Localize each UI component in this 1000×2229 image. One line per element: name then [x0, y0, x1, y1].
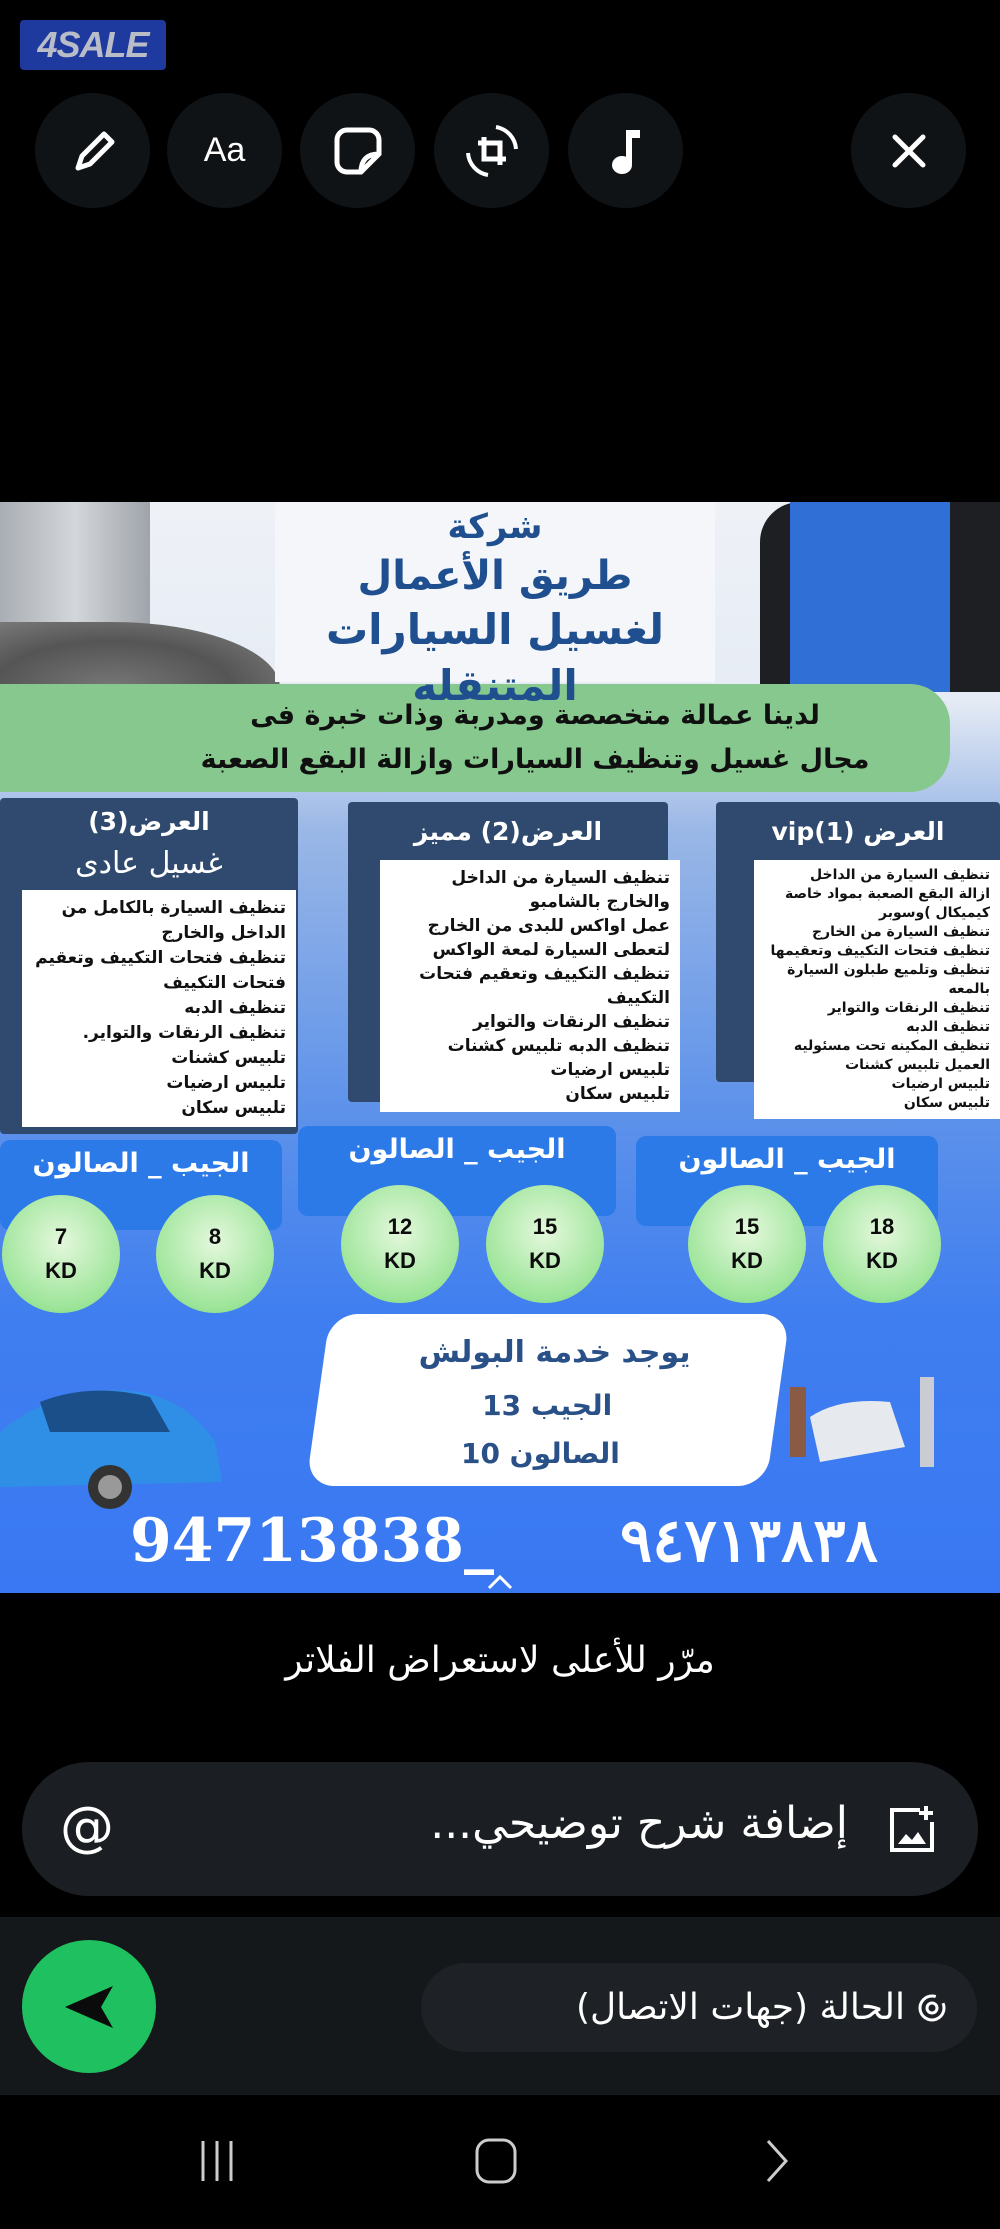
car-wash-workers-image	[780, 1367, 955, 1477]
offer-title: العرض (1)vip	[771, 817, 945, 846]
price-circle	[341, 1185, 459, 1303]
offer-item: العميل تلبيس كشنات	[845, 1057, 990, 1073]
offer-items	[754, 860, 1000, 1119]
offer-subtitle: غسيل عادى	[75, 846, 223, 881]
music-icon	[606, 126, 646, 176]
ad-title: شركة طريق الأعمال لغسيل السيارات المتنقله	[275, 502, 715, 682]
pencil-icon	[68, 126, 118, 176]
status-label: الحالة (جهات الاتصال)	[575, 1987, 905, 2028]
offer-item: تلبيس سكان	[565, 1084, 670, 1104]
music-button[interactable]	[568, 93, 683, 208]
add-image-icon[interactable]	[886, 1804, 938, 1856]
send-button[interactable]	[22, 1940, 156, 2073]
price-circle	[688, 1185, 806, 1303]
home-icon	[474, 2137, 518, 2185]
close-button[interactable]	[851, 93, 966, 208]
price-circle	[486, 1185, 604, 1303]
offer-item: تلبيس سكان	[181, 1098, 286, 1118]
crop-rotate-button[interactable]	[434, 93, 549, 208]
price-circle	[2, 1195, 120, 1313]
offer-item: تلبيس ارضيات	[891, 1076, 990, 1092]
price-text: 8	[208, 1224, 222, 1249]
offer-item: التكييف	[606, 988, 670, 1008]
offer-item: لتعطى السيارة لمعة الواكس	[432, 940, 670, 960]
text-button[interactable]	[167, 93, 282, 208]
crop-rotate-icon	[462, 121, 522, 181]
offer-card-2	[348, 802, 668, 1102]
price-text: 12	[387, 1214, 413, 1239]
price-circle	[823, 1185, 941, 1303]
ad-banner: لدينا عمالة متخصصة ومدربة وذات خبرة فى مجال غسيل وتنظيف السيارات وازالة البقع الصعبة	[0, 684, 950, 792]
watermark-logo: 4SALE	[20, 20, 166, 70]
offer-item: تنظيف السيارة بالكامل من	[61, 898, 286, 918]
recent-apps-button[interactable]	[187, 2130, 247, 2192]
offer-item: تنظيف الدبه	[906, 1019, 990, 1035]
swipe-hint: مرّر للأعلى لاستعراض الفلاتر	[285, 1640, 715, 1681]
ad-image	[0, 502, 1000, 1593]
price-header-1: الجيب _ الصالون	[636, 1136, 938, 1226]
price-text: KD	[45, 1258, 77, 1283]
offer-item: تنظيف الرنقات والتواير.	[82, 1023, 286, 1043]
back-button[interactable]	[747, 2130, 807, 2192]
offer-item: والخارج بالشامبو	[529, 892, 670, 912]
offer-item: تلبيس ارضيات	[166, 1073, 286, 1093]
sticker-button[interactable]	[300, 93, 415, 208]
offer-item: تنظيف السيارة من الخارج	[811, 924, 990, 940]
offer-item: تنظيف السيارة من الداخل	[451, 868, 670, 888]
price-text: 7	[54, 1224, 68, 1249]
offer-card-1	[716, 802, 1000, 1111]
phone-number-latin: 94713838_	[130, 1506, 494, 1576]
price-circle	[156, 1195, 274, 1313]
phone-number-arabic: ٩٤٧١٣٨٣٨	[620, 1506, 878, 1576]
offer-title: العرض(2) مميز	[413, 817, 603, 846]
price-text: KD	[199, 1258, 231, 1283]
offer-item: تلبيس كشنات	[171, 1048, 286, 1068]
offer-item: تنظيف الرنقات والتواير	[827, 1000, 990, 1016]
offer-item: بالمعه	[948, 981, 990, 997]
price-text: KD	[384, 1248, 416, 1273]
price-text: 15	[734, 1214, 760, 1239]
price-text: KD	[866, 1248, 898, 1273]
status-audience-button[interactable]	[421, 1963, 977, 2052]
draw-button[interactable]	[35, 93, 150, 208]
offer-item: تلبيس سكان	[903, 1095, 990, 1111]
offer-item: تنظيف وتلميع طبلون السيارة	[787, 962, 990, 978]
offer-item: كيميكال )وسوبر	[879, 905, 990, 921]
blue-car-image	[0, 1372, 230, 1512]
offer-item: تنظيف الرنقات والتواير	[473, 1012, 670, 1032]
price-text: KD	[529, 1248, 561, 1273]
price-text: 18	[869, 1214, 895, 1239]
offer-card-3	[0, 798, 298, 1134]
caption-input[interactable]: إضافة شرح توضيحي...	[430, 1798, 848, 1849]
text-icon: Aa	[203, 131, 246, 169]
worker-apron	[790, 502, 950, 692]
price-header-3: الجيب _ الصالون	[0, 1140, 282, 1230]
price-text: 15	[532, 1214, 558, 1239]
offer-item: تنظيف التكييف وتعقيم فتحات	[419, 964, 670, 984]
sticker-icon	[331, 124, 385, 178]
polish-service-box: يوجد خدمة البولش الجيب 13 الصالون 10	[306, 1314, 790, 1486]
offer-items	[380, 860, 680, 1112]
offer-item: تنظيف فتحات التكييف وتعقيمها	[770, 943, 990, 959]
back-icon	[762, 2137, 792, 2185]
offer-item: تنظيف المكينه تحت مسئوليه	[793, 1038, 990, 1054]
offer-item: ازالة البقع الصعبة بمواد خاصة	[784, 886, 990, 902]
offer-item: الداخل والخارج	[161, 923, 286, 943]
offer-item: تنظيف الدبه	[184, 998, 286, 1018]
chevron-up-icon[interactable]	[485, 1572, 515, 1592]
offer-item: تنظيف السيارة من الداخل	[809, 867, 990, 883]
offer-title: العرض(3)	[88, 807, 210, 836]
price-text: KD	[731, 1248, 763, 1273]
price-header-2: الجيب _ الصالون	[298, 1126, 616, 1216]
home-button[interactable]	[466, 2130, 526, 2192]
close-icon	[889, 131, 929, 171]
offer-item: عمل اواكس للبدى من الخارج	[427, 916, 670, 936]
offer-item: فتحات التكييف	[163, 973, 286, 993]
offer-item: تنظيف فتحات التكييف وتعقيم	[35, 948, 286, 968]
status-icon	[917, 1993, 947, 2023]
mention-icon[interactable]: @	[60, 1795, 114, 1858]
offer-item: تلبيس ارضيات	[550, 1060, 670, 1080]
offer-item: تنظيف الدبه تلبيس كشنات	[447, 1036, 670, 1056]
caption-input-bar[interactable]	[22, 1762, 978, 1896]
recent-apps-icon	[195, 2139, 239, 2183]
send-icon	[59, 1982, 119, 2032]
offer-items	[22, 890, 296, 1127]
